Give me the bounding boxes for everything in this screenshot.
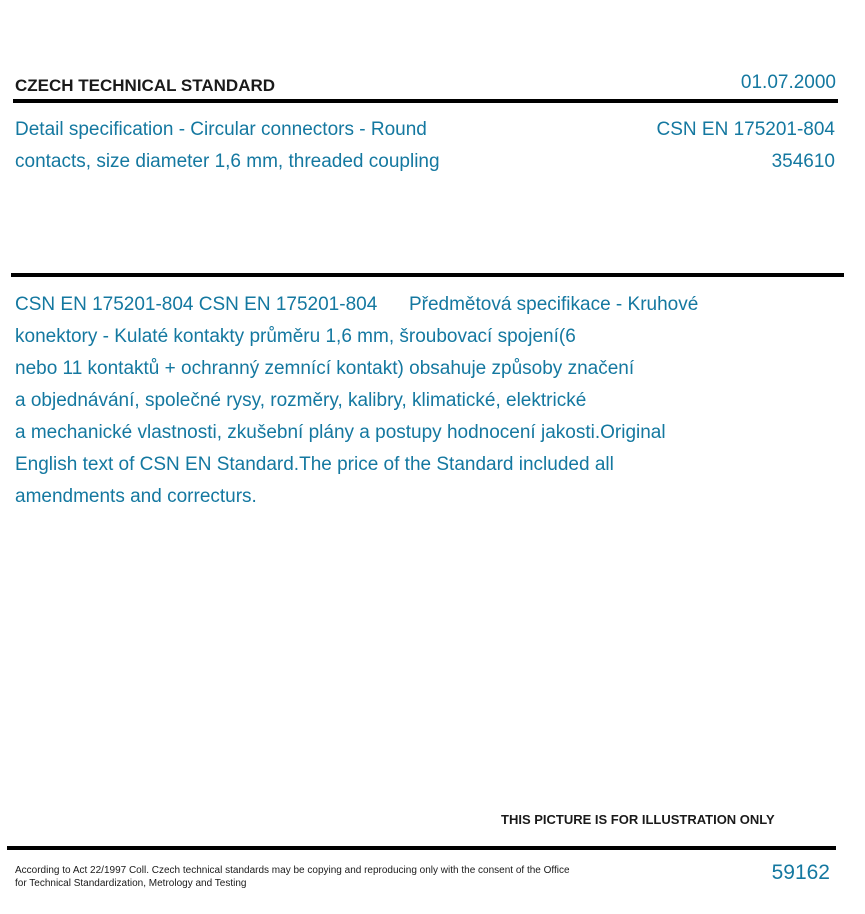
product-code: 59162 [771, 861, 830, 884]
standard-number: CSN EN 175201-804 [656, 119, 835, 140]
description-line: a mechanické vlastnosti, zkušební plány a postupy hodnocení jakosti.Original [15, 422, 666, 443]
standard-title-line: contacts, size diameter 1,6 mm, threaded coupling [15, 151, 440, 172]
legal-note [15, 864, 615, 890]
standard-title [15, 114, 535, 178]
header-divider [13, 99, 838, 103]
description-line: CSN EN 175201-804 CSN EN 175201-804 Předmětová specifikace - Kruhové [15, 294, 699, 315]
illustration-notice: THIS PICTURE IS FOR ILLUSTRATION ONLY [501, 812, 775, 827]
legal-note-line: for Technical Standardization, Metrology and Testing [15, 878, 247, 889]
standard-title-line: Detail specification - Circular connectors - Round [15, 119, 427, 140]
description-line: English text of CSN EN Standard.The price of the Standard included all [15, 454, 614, 475]
standard-description [15, 289, 815, 513]
legal-note-line: According to Act 22/1997 Coll. Czech technical standards may be copying and reproducing only with the consent of the Office [15, 865, 570, 876]
section-divider [11, 273, 844, 277]
footer-divider [7, 846, 836, 850]
description-line: amendments and correcturs. [15, 486, 257, 507]
description-line: a objednávání, společné rysy, rozměry, kalibry, klimatické, elektrické [15, 390, 587, 411]
publication-date: 01.07.2000 [740, 72, 836, 93]
class-code: 354610 [771, 151, 835, 172]
description-line: nebo 11 kontaktů + ochranný zemnící kontakt) obsahuje způsoby značení [15, 358, 635, 379]
description-line: konektory - Kulaté kontakty průměru 1,6 mm, šroubovací spojení(6 [15, 326, 576, 347]
document-header-title: CZECH TECHNICAL STANDARD [15, 76, 276, 95]
standard-meta [657, 114, 836, 178]
